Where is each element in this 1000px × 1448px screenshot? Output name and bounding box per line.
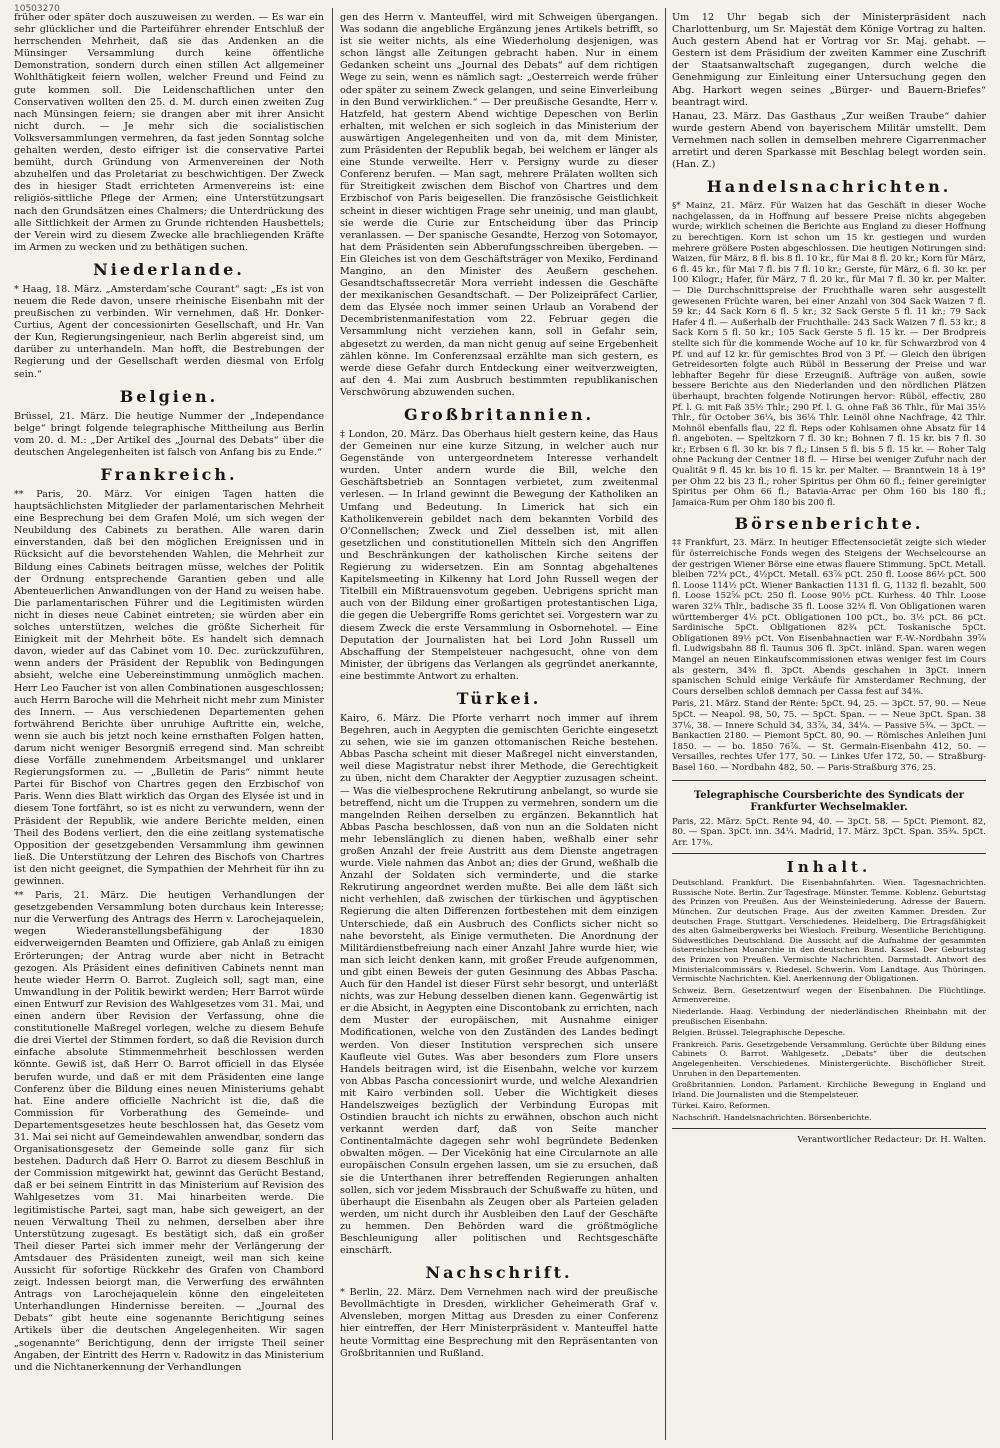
contents-heading: Inhalt. <box>786 858 872 877</box>
article-nachschrift: * Berlin, 22. März. Dem Vernehmen nach wird der preußische Bevollmächtigte in Dresden, wirklicher Geheimerath Graf v. Alvensleben, morgen Mittag aus Dresden zu einer Conferenz hier eintreffen, der Herr Ministerpräsident v. Manteuffel hatte heute Vormittag eine Besprechung mit den Repräsentanten von Großbritannien und Rußland. <box>340 1287 658 1359</box>
contents-niederlande: Niederlande. Haag. Verbindung der niederländischen Rheinbahn mit der preußischen Eisenbahn. <box>672 1007 986 1026</box>
section-heading-boerse: Börsenberichte. <box>734 514 924 534</box>
article-grossbritannien: ‡ London, 20. März. Das Oberhaus hielt gestern keine, das Haus der Gemeinen nur eine kurze Sitzung, in welcher auch nur Gegenstände von untergeordnetem Interesse verhandelt wurden. Unter andern wurde die Bill, welche den Geschäftsbetrieb an Sonntagen verbietet, zum zweitenmal verlesen. — In Irland gewinnt die Bewegung der Katholiken an Umfang und Bedeutung. In Limerick hat sich ein Katholikenverein gebildet nach dem bekannten Vorbild des O'Connellschen; Zweck und Ziel desselben ist, mit allen gesetzlichen und constitutionellen Mitteln sich den Angriffen und Beschränkungen der katholischen Kirche seitens der Regierung zu widersetzen. Ein am Sonntag abgehaltenes Kapitelsmeeting in Kilkenny hat Lord John Russell wegen der Titelbill ein Mißtrauensvotum gegeben. Uebrigens spricht man auch von der Bildung einer großartigen protestantischen Liga, die gegen die Uebergriffe Roms gerichtet sei. Vorgestern war zu diesem Zweck die erste Versammlung in Osbornehotel. — Eine Deputation der Journalisten hat bei Lord John Russell um Abschaffung der Stempelsteuer nachgesucht, ohne von dem Minister, der übrigens das Verlangen als gegründet anerkannte, eine bestimmte Antwort zu erhalten. <box>340 429 658 682</box>
section-heading-belgien: Belgien. <box>119 386 219 406</box>
telegraph-box <box>672 780 986 855</box>
editor-line: Verantwortlicher Redacteur: Dr. H. Walten. <box>797 1134 986 1145</box>
article-handel: §* Mainz, 21. März. Für Waizen hat das Geschäft in dieser Woche nachgelassen, da in Hoffnung auf bessere Preise nichts abgegeben wurde; wirklich scheinen die Berichte aus England zu dieser Hoffnung zu berechtigen. Korn ist schon um 15 kr. gestiegen und wurden mehrere größere Posten abgeschlossen. Die heutigen Notirungen sind: Waizen, für März, 8 fl. bis 8 fl. 10 kr., für Mai 8 fl. 20 kr.; Korn für März, 6 fl. 45 kr., für Mai 7 fl. bis 7 fl. 10 kr.; Gerste, für März, 6 fl. 30 kr. per 100 Kilogr.; Hafer, für März, 7 fl. 20 kr., für Mai 7 fl. 30 kr. per Malter. — Die Durchschnittspreise der Fruchthalle waren sehr ausgestellt gewesenen Früchte waren, bei einer Anzahl von 304 Sack Waizen 7 fl. 59 kr.; 44 Sack Korn 6 fl. 5 kr.; 32 Sack Gerste 5 fl. 11 kr.; 79 Sack Hafer 4 fl. — Außerhalb der Fruchthalle: 243 Sack Waizen 7 fl. 53 kr.; 8 Sack Korn 5 fl. 50 kr.; 105 Sack Gerste 5 fl. 15 kr. — Der Brodpreis stellte sich für die kommende Woche auf 10 kr. für Schwarzbrod von 4 Pf. und auf 12 kr. für gemischtes Brod von 3 Pf. — Gleich den übrigen Getreidesorten folgte auch Rüböl in Besserung der Preise und war lebhafter Begehr für diese Erzeugniß. Aufträge von außen, sowie bessere Berichte aus den Niederlanden und den nördlichen Plätzen überhaupt, brachten folgende Notirungen hervor: Rüböl, effectiv, 280 Pf. l. G. mit Faß 35½ Thlr.; 290 Pf. l. G. ohne Faß 36 Thlr., für Mai 35½ Thlr., für October 36¼, bis 36⅛ Thlr. Leinöl ohne Nachfrage, 42 Thlr. Mohnöl ebenfalls flau, 22 fl. Reps oder Kohlsamen ohne Absatz für 14 fl. angeboten. — Speltzkorn 7 fl. 30 kr.; Bohnen 7 fl. 15 kr. bis 7 fl. 30 kr.; Erbsen 6 fl. 30 kr. bis 7 fl.; Linsen 5 fl. bis 5 fl. 15 kr. — Roher Talg ohne Packung der Centner 18 fl. — Hirse bei weniger Zufuhr nach der Qualität 9 fl. 45 kr. bis 10 fl. 15 kr. per Malter. — Branntwein 18 à 19° per Ohm 22 bis 23 fl.; roher Spiritus per Ohm 60 fl.; feiner gereinigter Spiritus per Ohm 66 fl.; Batavia-Arrac per Ohm 160 bis 180 fl.; Jamaica-Rum per Ohm 180 bis 200 fl. <box>672 201 986 508</box>
contents-deutschland: Deutschland. Frankfurt. Die Eisenbahnfahrten. Wien. Tagesnachrichten. Russische Note. Berlin. Zur Tagesfrage. Münster. Temme. Koblenz. Geburtstag des Prinzen von Preußen. Aus der Weinsteinlederung. Adresse der Bauern. München. Zur deutschen Frage. Aus der zweiten Kammer. Dresden. Zur deutschen Frage. Stuttgart. Verschiedenes. Heidelberg. Die Ertragsfähigkeit des alten Galmeibergwerks bei Wiesloch. Freiburg. Wesentliche Berichtigung. Südwestliches Deutschland. Die Aussicht auf die Aufnahme der gesammten österreichischen Monarchie in den deutschen Bund. Kassel. Der Geburtstag des Prinzen von Preußen. Vermischte Nachrichten. Darmstadt. Antwort des Ministerialcommissärs v. Riedesel. Schwerin. Vom Landtage. Aus Thüringen. Vermischte Nachrichten. Kiel. Anerkennung der Obligationen. <box>672 878 986 984</box>
article-tuerkei: Kairo, 6. März. Die Pforte verharrt noch immer auf ihrem Begehren, auch in Aegypten die gemischten Gerichte eingesetzt zu sehen, wie sie im ganzen ottomanischen Reiche bestehen. Abbas Pascha scheint mit dieser Maßregel nicht einverstanden, weil diese Magistratur nebst ihrer Methode, die Gerechtigkeit zu üben, nicht dem Charakter der Aegyptier zuzusagen scheint. — Was die vielbesprochene Rekrutirung anbelangt, so wurde sie betreffend, nicht um die Truppen zu vermehren, sondern um die mangelnden Reihen derselben zu ergänzen. Bekanntlich hat Abbas Pascha beschlossen, daß von nun an die Soldaten nicht mehr lebenslänglich zu dienen haben, weßhalb einer sehr großen Anzahl der freie Austritt aus dem Dienste angetragen wurde. Viele nahmen das Anbot an; dies der Grund, weßhalb die Anzahl der Soldaten sich verminderte, und die starke Rekrutirung angeordnet werden mußte. Bei alle dem läßt sich nicht verhehlen, daß zwischen der türkischen und ägyptischen Regierung die alten Differenzen fortbestehen mit dem einzigen Unterschiede, daß ein Ausbruch des Conflicts sicher nicht so nahe bevorsteht, als Einige vermutheten. Die Anordnung der Militärdienstbefreiung nach einer Anzahl Jahre wurde hier, wie man sich leicht denken kann, mit großer Freude aufgenommen, und gibt einen Beweis der guten Gesinnung des Abbas Pascha. Auch für den Handel ist dieser Fürst sehr besorgt, und unterläßt nichts, was zur Hebung desselben dienen kann. Gegenwärtig ist er die Absicht, in Aegypten eine Discontobank zu errichten, nach dem Muster der europäischen, mit Ausnahme einiger Modificationen, welche von den Zuständen des Landes bedingt werden. Von dieser Institution versprechen sich unsere Kaufleute viel Gutes. Was aber besonders zum Flore unsers Handels beitragen wird, ist die Eisenbahn, welche vor kurzem von Abbas Pascha concessionirt wurde, und welche Alexandrien mit Kairo verbinden soll. Ueber die Wichtigkeit dieses Handelszweiges bezüglich der Verbindung Europas mit Ostindien braucht ich nichts zu erwähnen, obschon auch nicht verkannt werden darf, daß von Seite mancher Continentalmächte dagegen sehr wohl begründete Bedenken obwalten mögen. — Der Vicekönig hat eine Circularnote an alle europäischen Consuln ergehen lassen, um sie zu ersuchen, daß sie die Unterthanen ihrer betreffenden Regierungen anhalten sollen, sich vor jedem Missbrauch der Schußwaffe zu hüten, und überhaupt die Eisenbahn als Zeugen ober als Parteien geladen werden, um nicht durch ihr Ausbleiben den Lauf der Geschäfte zu hemmen. Den Behörden ward die größtmögliche Beschleunigung aller politischen und Rechtsgeschäfte einschärft. <box>340 712 658 1257</box>
article-boerse: ‡‡ Frankfurt, 23. März. In heutiger Effectensocietät zeigte sich wieder für österreichische Fonds wegen des Steigens der Wechselcourse an der gestrigen Wiener Börse eine etwas flauere Stimmung. 5pCt. Metall. bleiben 72¼ pCt., 4½pCt. Metall. 63⅞ pCt. 250 fl. Loose 86½ pCt. 500 fl. Loose 114½ pCt. Wiener Bankactien 1131 fl. G, 1132 fl. bezahlt, 500 fl. Loose 152⅝ pCt. 250 fl. Loose 90½ pCt. Kurhess. 40 Thlr. Loose waren 32¼ Thlr., badische 35 fl. Loose 32¼ fl. Von Obligationen waren württemberger 4½ pCt. Obligationen 100 pCt., bo. 3½ pCt. 86 pCt. Sardinische 5pCt. Obligationen 82¾ pCt. Toskanische 5pCt. Obligationen 89½ pCt. Von Eisenbahnactien war F.-W.-Nordbahn 39⅞ fl. Ludwigsbahn 88 fl. Taunus 306 fl. 3pCt. inländ. Span. waren wegen Mangel an neuen Einkaufscommissionen etwas weniger fest im Cours als gestern, 34⅜ fl. 3pCt. Abends geschahen in 3pCt. innern spanischen Schuld einige Verkäufe für Amsterdamer Rechnung, der Cours derselben schloß demnach per Cassa fest auf 34⅜. <box>672 538 986 697</box>
section-heading-handel: Handelsnachrichten. <box>706 177 952 197</box>
contents-schweiz: Schweiz. Bern. Gesetzentwurf wegen der Eisenbahnen. Die Flüchtlinge. Armenvereine. <box>672 985 986 1005</box>
column-1 <box>14 12 324 1376</box>
column-2 <box>340 12 658 1362</box>
page-id: 10503270 <box>14 4 60 14</box>
contents-grossbritannien: Großbritannien. London. Parlament. Kirchliche Bewegung in England und Irland. Die Journalisten und die Stempelsteuer. <box>672 1080 986 1099</box>
section-heading-grossbritannien: Großbritannien. <box>403 405 595 424</box>
contents-frankreich: Frankreich. Paris. Gesetzgebende Versammlung. Gerüchte über Bildung eines Cabinets O. Barrot. Wahlgesetz. „Debats“ über die deutschen Angelegenheiten. Verschiedenes. Ministergerüchte. Bischöflicher Streit. Unruhen in den Departementen. <box>672 1039 986 1078</box>
article-text: gen des Herrn v. Manteuffel, wird mit Schweigen übergangen. Was sodann die angebliche Ergänzung jenes Artikels betrifft, so ist sie weiter nichts, als eine Wiederholung desjenigen, was schon längst alle Zeitungen gebracht haben. Nur in einem Gedanken scheint uns „Journal des Debats“ auf dem richtigen Wege zu sein, wenn es nämlich sagt: „Oesterreich werde früher oder später zu seinem Zweck gelangen, und seine Einverleibung in den Bund verwirklichen.“ — Der preußische Gesandte, Herr v. Hatzfeld, hat gestern Abend wichtige Depeschen von Berlin erhalten, mit welchen er sich sogleich in das Ministerium der auswärtigen Angelegenheiten und von da, mit dem Minister, zum Präsidenten der Republik begab, bei welchem er länger als eine Stunde verweilte. Herr v. Persigny wurde zu dieser Conferenz berufen. — Man sagt, mehrere Prälaten wollten sich für Streitigkeit zwischen dem Bischof von Chartres und dem Erzbischof von Paris beigesellen. Die französische Geistlichkeit scheint in dieser wichtigen Frage sehr uneinig, und man glaubt, sie werde die Curie zur Entscheidung über das Princip veranlassen. — Der spanische Gesandte, Herzog von Sotomayor, hat dem Präsidenten sein Abberufungsschreiben übergeben. — Ein Gleiches ist von dem Geschäftsträger von Mexiko, Ferdinand Mangino, an den Minister des Aeußern geschehen. Gesandtschaftssecretär Mora verrieht indessen die Geschäfte der mexikanischen Gesandtschaft. — Der Polizeipräfect Carlier, dem das Elysée noch immer seinen Urlaub an Vorabend der Decembristenmanifestation vom 22. Februar gegen die Versammlung nicht verziehen kann, soll in Gefahr sein, abgesetzt zu werden, da man nicht genug auf seine Ergebenheit zählen könne. Im Conferenzsaal erzählte man sich gestern, es werde diese Gefahr durch Entdeckung einer weitverzweigten, auf den 4. Mai zum Ausbruch bestimmten republikanischen Verschwörung abzuwenden suchen. <box>340 12 658 398</box>
column-3 <box>672 12 986 1145</box>
article-hanau: Hanau, 23. März. Das Gasthaus „Zur weißen Traube“ dahier wurde gestern Abend von bayerischem Militär umstellt. Dem Vernehmen nach sollen in demselben mehrere Cigarrenmacher arretirt und deren Sparkasse mit Beschlag belegt worden sein. (Han. Z.) <box>672 110 986 171</box>
article-frankreich-2: ** Paris, 21. März. Die heutigen Verhandlungen der gesetzgebenden Versammlung boten durchaus kein Interesse; nur die Verwerfung des Antrags des Herrn v. Larochejaquelein, wegen Wiederanstellungsbefähigung der 1830 eidverweigernden Beamten und Offiziere, gab Anlaß zu einigen Erörterungen; der Antrag wurde aber nicht in Betracht gezogen. Als Präsident eines definitiven Cabinets nennt man heute wieder Herrn O. Barrot. Zugleich soll, sagt man, eine Umwandlung in der Politik bewirkt werden; Herr Barrot würde einen Entwurf zur Revision des Wahlgesetzes vom 31. Mai, und einen andern über Revision der Verfassung, ohne die constitutionelle Maßregel vorlegen, welche zu diesem Behufe die drei Viertel der Stimmen fordert, so daß die Revision durch einfache absolute Stimmenmehrheit beschlossen werden könnte. Gewiß ist, daß Herr O. Barrot officiell in das Elysée berufen wurde, und daß er mit dem Präsidenten eine lange Conferenz über die Bildung eines neuen Ministeriums gehabt hat. Eine andere officielle Nachricht ist die, daß die Commission für Vorberathung des Gemeinde- und Departementsgesetzes heute beschlossen hat, das Gesetz vom 31. Mai sei nicht auf Gemeindewahlen anwendbar, sondern das Organisationsgesetz der Gemeinde solle ganz für sich bestehen. Dadurch daß Herr O. Barrot zu diesem Beschluß in der Commission mitgewirkt hat, gewinnt das Gerücht Bestand, daß er bei seinem Eintritt in das Ministerium auf Revision des Wahlgesetzes vom 31. Mai hinarbeiten werde. Die legitimistische Partei, sagt man, habe sich geweigert, an der neuen Verwaltung Theil zu nehmen, derselben aber ihre Unterstützung zugesagt. Es bestätigt sich, daß ein großer Theil dieser Partei sich immer mehr der Verlängerung der Amtsdauer des Präsidenten zuneigt, weil man sich keine Aussicht für sofortige Rückkehr des Grafen von Chambord zeigt. Indessen beiorgt man, die Verwerfung des erwähnten Antrags von Larochejaquelein könne den eingeleiteten Unterhandlungen Hindernisse bereiten. — „Journal des Debats“ gibt heute eine sogenannte Berichtigung seines Artikels über die deutschen Angelegenheiten. Wir sagen „sogenannte“ Berichtigung, denn der irrigste Theil seiner Angaben, der Eintritt des Herrn v. Radowitz in das Ministerium und die Nichtanerkennung der Verhandlungen <box>14 890 324 1373</box>
article-belgien: Brüssel, 21. März. Die heutige Nummer der „Independance belge“ bringt folgende telegraphische Mittheilung aus Berlin vom 20. d. M.: „Der Artikel des „Journal des Debats“ über die deutschen Angelegenheiten ist falsch von Anfang bis zu Ende.“ <box>14 410 324 458</box>
column-rule <box>332 8 333 1440</box>
newspaper-page <box>14 4 986 1440</box>
article-frankreich-1: ** Paris, 20. März. Vor einigen Tagen hatten die hauptsächlichsten Mitglieder der parlamentarischen Mehrheit eine Besprechung bei dem Grafen Molé, um sich wegen der Neubildung des Cabinets zu berathen. Alle waren darin einverstanden, daß bei den möglichen Ereignissen und in Rücksicht auf die bevorstehenden Wahlen, die Mehrheit zur Bildung eines Cabinets beitragen müsse, welches der Politik der Ordnung entsprechende Garantien geben und alle Abenteuerlichen Anwandlungen von der Hand zu weisen habe. Die parlamentarischen Führer und die Legitimisten würden nicht in dieses neue Cabinet eintreten; sie würden aber ein solches unterstützen, welches die größte Sicherheit für Einigkeit mit der Mehrheit böte. Es handelt sich demnach davon, wieder auf das Cabinet vom 10. Dec. zurückzuführen, wenn anders der Präsident der Republik von Bedingungen absieht, welche eine Uebereinstimmung unmöglich machen. Herr Leo Faucher ist von allen Combinationen ausgeschlossen; auch Herrn Baroche will die Mehrheit nicht mehr zum Minister des Innern. — Aus verschiedenen Departementen gehen fortwährend Berichte über unruhige Auftritte ein, welche, wenn sie auch bis jetzt noch keine ernsthaften Folgen hatten, darum nicht weniger Besorgniß erregend sind. Man schreibt diese Vorfälle zunehmendem Arbeitsmangel und unklarer Regierungsformen zu. — „Bulletin de Paris“ nimmt heute Partei für Bischof von Chartres gegen den Erzbischof von Paris. Wenn dies Blatt wirklich das Organ des Elysée ist und in diesem Tone fortfährt, so ist es nicht zu verwundern, wenn der Präsident der Republik, wie andere Berichte melden, einen Theil des Bodens verliert, den die eine zeitlang systematische Opposition der gesetzgebenden Versammlung ihm gewinnen ließ. Die Unterstützung der Lehren des Bischofs von Chartres ist den nicht geeignet, die Sympathien der Mehrheit für ihn zu gewinnen. <box>14 489 324 887</box>
contents-tuerkei: Türkei. Kairo. Reformen. <box>672 1101 771 1111</box>
contents-rest: Nachschrift. Handelsnachrichten. Börsenberichte. <box>672 1112 872 1122</box>
article-text: früher oder später doch auszuweisen zu werden. — Es war ein sehr glücklicher und die Parteiführer ehrender Entschluß der herrschenden Mehrheit, daß sie das Andenken an die Münsinger Versammlung durch keine öffentliche Demonstration, sondern durch einen stillen Act allgemeiner Wohlthätigkeit feiern wollen, welcher Freund und Feind zu gute kommen soll. Die Leidenschaftlichen unter den Conservativen wollten den 25. d. M. durch einen zweiten Zug nach Münsingen feiern; sie drangen aber mit ihrer Ansicht nicht durch. — Je mehr sich die socialistischen Volksversammlungen vermehren, da fast jeden Sonntag solche gehalten werden, desto eifriger ist die conservative Partei bemüht, durch Gründung von Armenvereinen der Noth abzuhelfen und das Proletariat zu beschwichtigen. Der Zweck des in hiesiger Stadt errichteten Armenvereins ist: eine religiös-sittliche Pflege der Armen; eine Unterstützungsart nach den Grundsätzen eines Chalmers; die Unterdrückung des alle Sittlichkeit der Armen zu Grunde richtenden Hausbettels; der Verein wird zu diesem Zwecke alle brachliegenden Kräfte im Armen zu wecken und zu bethätigen suchen. <box>14 12 324 253</box>
divider <box>672 1128 986 1129</box>
section-heading-tuerkei: Türkei. <box>456 688 542 708</box>
telegraph-text: Paris, 22. März. 5pCt. Rente 94, 40. — 3pCt. 58. — 5pCt. Piemont. 82, 80. — Span. 3pCt. inn. 34¼. Madrid, 17. März. 3pCt. Span. 35¾. 5pCt. Arr. 17⅜. <box>672 816 986 848</box>
section-heading-frankreich: Frankreich. <box>100 465 238 484</box>
article-text: Um 12 Uhr begab sich der Ministerpräsident nach Charlottenburg, um Sr. Majestät dem Könige Vortrag zu halten. Auch gestern Abend hat er Vortrag vor Sr. Maj. gehabt. — Gestern ist dem Präsidium der zweiten Kammer eine Zuschrift der Staatsanwaltschaft zugegangen, durch welche die Genehmigung zur Einleitung einer Untersuchung gegen den Abg. Harkort wegen seines „Bürger- und Bauern-Briefes“ beantragt wird. <box>672 12 986 108</box>
contents-belgien: Belgien. Brüssel. Telegraphische Depesche. <box>672 1028 846 1038</box>
telegraph-heading: Telegraphische Coursberichte des Syndicats der Frankfurter Wechselmakler. <box>694 789 964 813</box>
column-rule <box>665 8 666 1440</box>
article-niederlande: * Haag, 18. März. „Amsterdam'sche Courant“ sagt: „Es ist von neuem die Rede davon, unsere rheinische Eisenbahn mit der preußischen zu verbinden. Wir vernehmen, daß Hr. Donker-Curtius, Agent der concessionirten Gesellschaft, und Hr. Van der Kun, Regierungsingenieur, nach Berlin abgereist sind, um darüber zu unterhandeln. Man hofft, die Bestrebungen der Regierung und der Gesellschaft werden diesmal von Erfolg sein.“ <box>14 283 324 380</box>
section-heading-nachschrift: Nachschrift. <box>425 1263 573 1283</box>
article-paris-boerse: Paris, 21. März. Stand der Rente: 5pCt. 94, 25. — 3pCt. 57, 90. — Neue 5pCt. — Neapol. 98, 50, 75. — 5pCt. Span. — — Neue 3pCt. Span. 38 37⅛, 38. — Innere Schuld 34, 33⅞, 34, 34¼. — Passive 5¾. — 3pCt. — Bankactien 2180. — Piemont 5pCt. 80, 90. — Römisches Anleihen Juni 1850. — — bo. 1850 76⅞. — St. Germain-Eisenbahn 412, 50. — Versailles, rechtes Ufer 177, 50. — Linkes Ufer 172, 50. — Straßburg-Basel 160. — Nordbahn 482, 50. — Paris-Straßburg 376, 25. <box>672 699 986 773</box>
section-heading-niederlande: Niederlande. <box>93 259 245 279</box>
